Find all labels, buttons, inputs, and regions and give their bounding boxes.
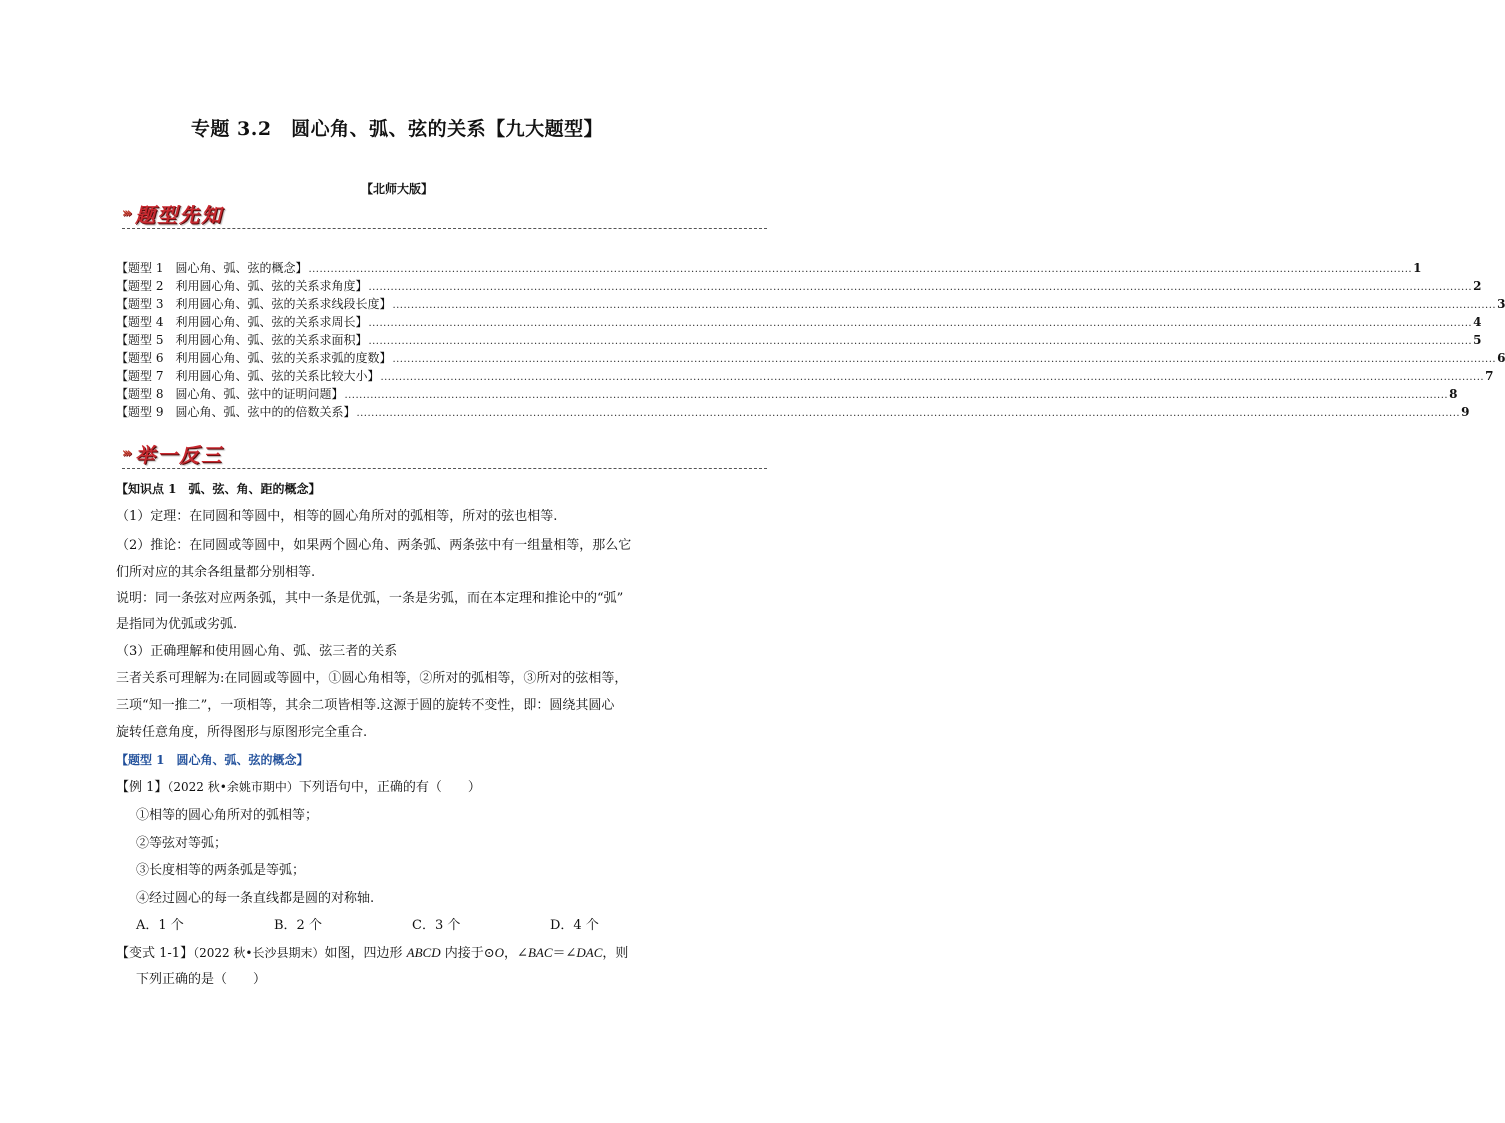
example-label: 【例 1】 [116,780,168,795]
example-text: 下列语句中，正确的有（ ） [298,780,481,795]
choice-d: D．4 个 [550,918,599,933]
variant-text: 内接于⊙ [440,946,495,961]
variant-question-line2: 下列正确的是（ ） [136,972,267,987]
knowledge-paragraph: （1）定理：在同圆和等圆中，相等的圆心角所对的弧相等，所对的弦也相等. [116,509,558,524]
toc-row[interactable] [116,277,1482,295]
page-title: 专题 3.2 圆心角、弧、弦的关系【九大题型】 [190,118,604,140]
type-heading: 【题型 1 圆心角、弧、弦的概念】 [116,753,309,767]
knowledge-paragraph: （3）正确理解和使用圆心角、弧、弦三者的关系 [116,644,398,659]
toc-page-number: 2 [1473,279,1482,293]
toc-page-number: 9 [1461,405,1470,419]
toc-label: 【题型 8 圆心角、弧、弦中的证明问题】 [116,387,344,401]
toc-leader: ............................................................................................................................................................................................................................................................................................................ [392,300,1497,311]
toc-page-number: 3 [1497,297,1505,311]
variant-label: 【变式 1-1】 [116,946,194,961]
toc-page-number: 4 [1473,315,1482,329]
math-symbol: DAC [576,945,603,960]
edition-label: 【北师大版】 [360,182,433,196]
triple-arrow-icon: ››› [122,445,130,461]
knowledge-paragraph: 三者关系可理解为:在同圆或等圆中，①圆心角相等，②所对的弧相等，③所对的弦相等， [116,671,628,686]
choice-b: B．2 个 [274,918,322,933]
knowledge-paragraph: 三项“知一推二”，一项相等，其余二项皆相等.这源于圆的旋转不变性，即：圆绕其圆心 [116,698,615,713]
variant-text: ，则 [602,946,629,961]
math-symbol: BAC [527,945,553,960]
example-item: ④经过圆心的每一条直线都是圆的对称轴. [136,891,375,906]
toc-leader: ............................................................................................................................................................................................................................................................................................................ [344,390,1449,401]
toc-page-number: 5 [1473,333,1482,347]
knowledge-paragraph: （2）推论：在同圆或等圆中，如果两个圆心角、两条弧、两条弦中有一组量相等，那么它 [116,538,632,553]
toc-leader: ............................................................................................................................................................................................................................................................................................................ [368,318,1473,329]
divider [122,468,767,469]
choice-a: A．1 个 [136,918,184,933]
section-banner-text: 题型先知 [135,202,224,227]
math-symbol: ABCD [406,945,441,960]
toc-leader: ............................................................................................................................................................................................................................................................................................................ [392,354,1497,365]
toc-label: 【题型 6 利用圆心角、弧、弦的关系求弧的度数】 [116,351,392,365]
toc-row[interactable] [116,349,1505,367]
toc-leader: ............................................................................................................................................................................................................................................................................................................ [368,336,1473,347]
example-item: ①相等的圆心角所对的弧相等； [136,808,319,823]
variant-text: ，∠ [504,946,528,961]
toc-row[interactable] [116,403,1470,421]
toc-row[interactable] [116,295,1505,313]
toc-row[interactable] [116,385,1458,403]
example-item: ③长度相等的两条弧是等弧； [136,863,306,878]
toc-row[interactable] [116,331,1482,349]
toc-row[interactable] [116,313,1482,331]
toc-row[interactable] [116,367,1494,385]
example-item: ②等弦对等弧； [136,836,228,851]
knowledge-paragraph: 说明：同一条弦对应两条弧，其中一条是优弧，一条是劣弧，而在本定理和推论中的“弧” [116,591,624,606]
math-symbol: O [494,945,505,960]
toc-label: 【题型 4 利用圆心角、弧、弦的关系求周长】 [116,315,368,329]
toc-label: 【题型 9 圆心角、弧、弦中的的倍数关系】 [116,405,356,419]
knowledge-paragraph: 是指同为优弧或劣弧. [116,617,238,632]
table-of-contents [116,259,1505,421]
toc-leader: ............................................................................................................................................................................................................................................................................................................ [356,408,1461,419]
toc-label: 【题型 5 利用圆心角、弧、弦的关系求面积】 [116,333,368,347]
variant-source: （2022 秋•长沙县期末） [193,946,325,960]
toc-page-number: 8 [1449,387,1458,401]
knowledge-paragraph: 旋转任意角度，所得图形与原图形完全重合. [116,725,368,740]
example-source: （2022 秋•余姚市期中） [167,780,299,794]
toc-page-number: 1 [1413,261,1422,275]
toc-leader: ............................................................................................................................................................................................................................................................................................................ [308,264,1413,275]
variant-text: ＝∠ [552,946,577,961]
answer-choices [136,914,688,933]
triple-arrow-icon: ››› [122,205,130,221]
section-banner-text: 举一反三 [135,442,224,467]
toc-leader: ............................................................................................................................................................................................................................................................................................................ [368,282,1473,293]
variant-question [116,940,696,966]
knowledge-heading: 【知识点 1 弧、弦、角、距的概念】 [116,482,321,496]
example-question [116,775,686,800]
toc-label: 【题型 7 利用圆心角、弧、弦的关系比较大小】 [116,369,380,383]
section-banner-examples [122,440,223,466]
divider [122,228,767,229]
toc-page-number: 6 [1497,351,1505,365]
section-banner-preview [122,200,223,226]
toc-label: 【题型 1 圆心角、弧、弦的概念】 [116,261,308,275]
toc-page-number: 7 [1485,369,1494,383]
toc-row[interactable] [116,259,1422,277]
variant-text: 如图，四边形 [324,946,407,961]
knowledge-paragraph: 们所对应的其余各组量都分别相等. [116,565,316,580]
toc-leader: ............................................................................................................................................................................................................................................................................................................ [380,372,1485,383]
toc-label: 【题型 3 利用圆心角、弧、弦的关系求线段长度】 [116,297,392,311]
toc-label: 【题型 2 利用圆心角、弧、弦的关系求角度】 [116,279,368,293]
choice-c: C．3 个 [412,918,461,933]
